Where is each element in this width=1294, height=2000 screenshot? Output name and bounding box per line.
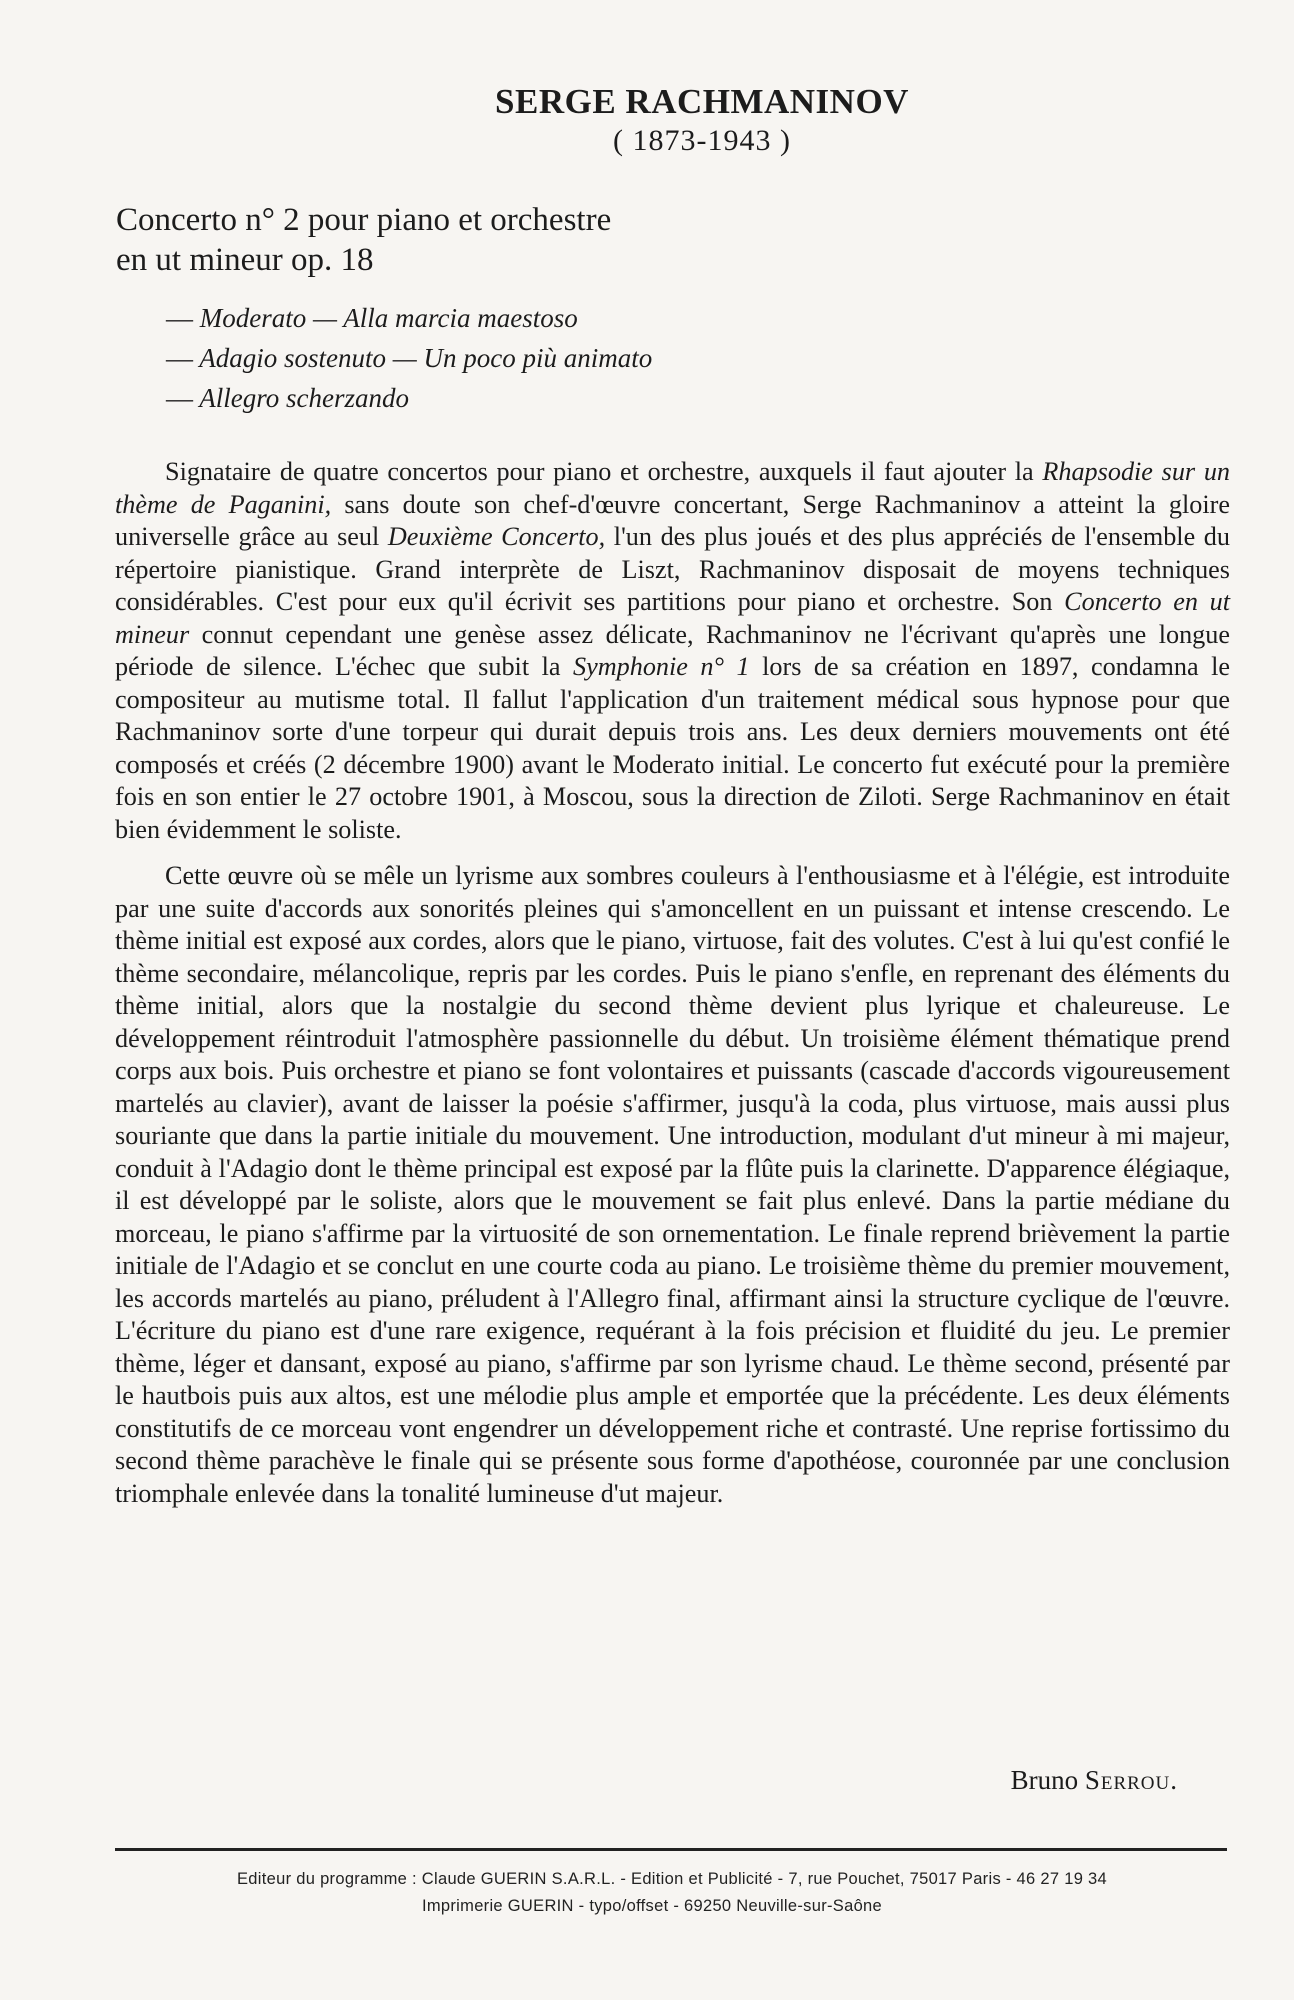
footer-divider [115,1848,1227,1851]
movement-dash: — [166,383,193,413]
italic-title: Deuxième Concerto, [387,522,606,551]
paragraph-text: connut cependant une genèse assez délicate, Rachmaninov ne l'écrivant qu'après une longue période de silence. L'échec que subit la [115,619,1230,681]
movement-text: Moderato — Alla marcia maestoso [199,303,578,333]
work-title-line-1: Concerto n° 2 pour piano et orchestre [116,202,612,238]
paragraph-1 [115,456,1230,846]
program-notes [115,456,1230,1510]
movement-item [166,378,652,418]
author-last-name: Serrou. [1084,1765,1178,1795]
paragraph-text: lors de sa création en 1897, condamna le compositeur au mutisme total. Il fallut l'application d'un traitement médical sous hypnose pour que Rachmaninov sorte d'une torpeur qui durait depuis trois ans. Les deux derniers mouvements ont été composés et créés (2 décembre 1900) avant le Moderato initial. Le concerto fut exécuté pour la première fois en son entier le 27 octobre 1901, à Moscou, sous la direction de Ziloti. Serge Rachmaninov en était bien évidemment le soliste. [115,652,1230,844]
paragraph-text: Signataire de quatre concertos pour piano et orchestre, auxquels il faut ajouter la [165,457,1043,486]
publisher-line: Editeur du programme : Claude GUERIN S.A.R.L. - Edition et Publicité - 7, rue Pouchet, 75017 Paris - 46 27 19 34 [236,1870,1108,1888]
movement-list [166,298,652,418]
author-first-name: Bruno [1010,1765,1085,1795]
italic-title: Rhapsodie sur un thème de Paganini, [115,457,1231,519]
work-title [116,200,611,280]
movement-dash: — [166,303,193,333]
italic-title: Symphonie n° 1 [573,652,750,681]
composer-name: SERGE RACHMANINOV [495,82,909,121]
paragraph-text: sans doute son chef-d'œuvre concertant, Serge Rachmaninov a atteint la gloire universelle grâce au seul [115,489,1230,551]
paragraph-text: l'un des plus joués et des plus appréciés de l'ensemble du répertoire pianistique. Grand interprète de Liszt, Rachmaninov disposait de moyens techniques considérables. C'est pour eux qu'il écrivit ses partitions pour piano et orchestre. Son [115,522,1230,616]
author-signature [1011,1765,1178,1796]
movement-dash: — [166,343,193,373]
movement-item [166,338,652,378]
movement-text: Allegro scherzando [199,383,409,413]
paragraph-2: Cette œuvre où se mêle un lyrisme aux sombres couleurs à l'enthousiasme et à l'élégie, est introduite par une suite d'accords aux sonorités pleines qui s'amoncellent en un puissant et intense crescendo. Le thème initial est exposé aux cordes, alors que le piano, virtuose, fait des volutes. C'est à lui qu'est confié le thème secondaire, mélancolique, repris par les cordes. Puis le piano s'enfle, en reprenant des éléments du thème initial, alors que la nostalgie du second thème devient plus lyrique et chaleureuse. Le développement réintroduit l'atmosphère passionnelle du début. Un troisième élément thématique prend corps aux bois. Puis orchestre et piano se font volontaires et puissants (cascade d'accords vigoureusement martelés au clavier), avant de laisser la poésie s'affirmer, jusqu'à la coda, plus virtuose, mais aussi plus souriante que dans la partie initiale du mouvement. Une introduction, modulant d'ut mineur à mi majeur, conduit à l'Adagio dont le thème principal est exposé par la flûte puis la clarinette. D'apparence élégiaque, il est développé par le soliste, alors que le mouvement se fait plus enlevé. Dans la partie médiane du morceau, le piano s'affirme par la virtuosité de son ornementation. Le finale reprend brièvement la partie initiale de l'Adagio et se conclut en une courte coda au piano. Le troisième thème du premier mouvement, les accords martelés au piano, préludent à l'Allegro final, affirmant ainsi la structure cyclique de l'œuvre. L'écriture du piano est d'une rare exigence, requérant à la fois précision et fluidité du jeu. Le premier thème, léger et dansant, exposé au piano, s'affirme par son lyrisme chaud. Le thème second, présenté par le hautbois puis aux altos, est une mélodie plus ample et emportée que la précédente. Les deux éléments constitutifs de ce morceau vont engendrer un développement riche et contrasté. Une reprise fortissimo du second thème parachève le finale qui se présente sous forme d'apothéose, couronnée par une conclusion triomphale enlevée dans la tonalité lumineuse d'ut majeur. [115,861,1230,1508]
printer-line: Imprimerie GUERIN - typo/offset - 69250 Neuville-sur-Saône [421,1897,882,1915]
work-title-line-2: en ut mineur op. 18 [116,242,374,278]
composer-dates: ( 1873-1943 ) [613,124,791,157]
movement-text: Adagio sostenuto — Un poco più animato [199,343,653,373]
movement-item [166,298,652,338]
italic-title: Concerto en ut mineur [115,587,1230,649]
